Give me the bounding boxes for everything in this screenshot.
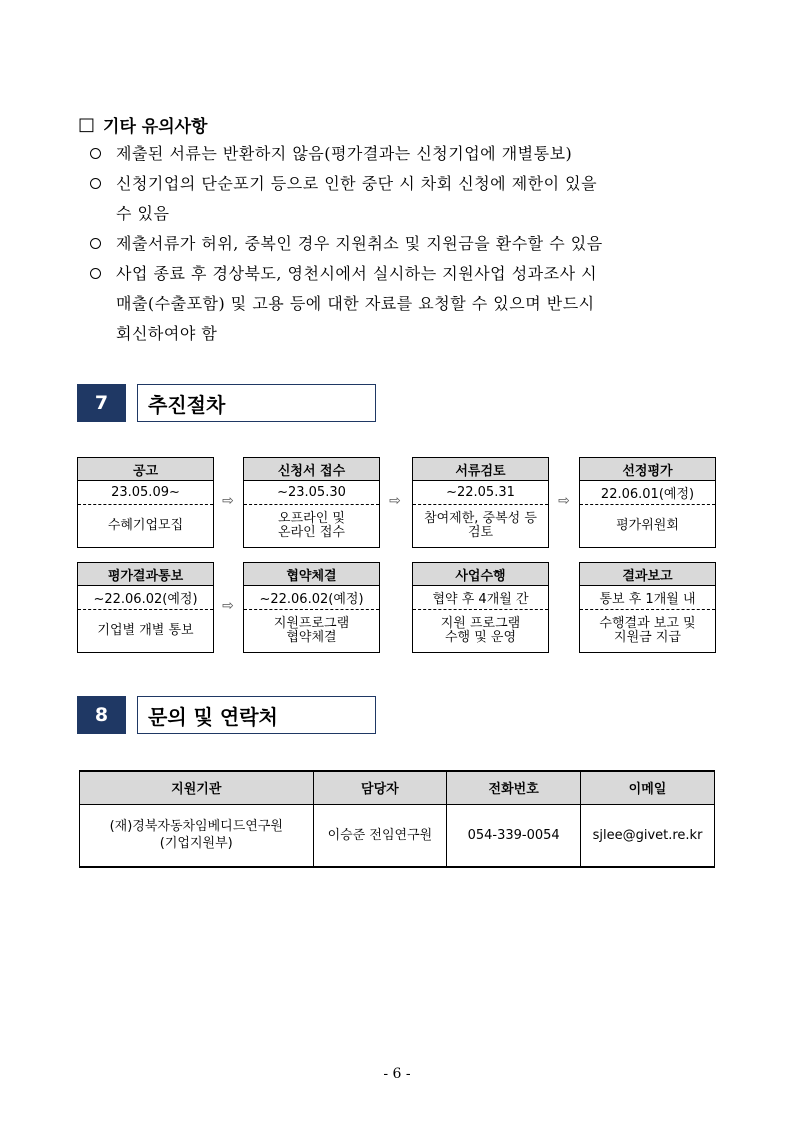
step-desc: 수혜기업모집 xyxy=(107,518,184,533)
step-title: 사업수행 xyxy=(413,563,548,586)
process-step-application xyxy=(243,457,380,548)
notes-section xyxy=(78,112,728,349)
circle-bullet-icon xyxy=(90,178,101,189)
section-7-heading xyxy=(77,384,376,422)
step-desc: 수행결과 보고 및 지원금 지급 xyxy=(599,616,696,645)
step-title: 평가결과통보 xyxy=(78,563,213,586)
process-step-result-notice xyxy=(77,562,214,653)
step-date: 통보 후 1개월 내 xyxy=(580,586,715,610)
note-item xyxy=(78,229,728,259)
email-cell[interactable]: sjlee@givet.re.kr xyxy=(581,804,715,867)
step-title: 선정평가 xyxy=(580,458,715,481)
step-date: ~23.05.30 xyxy=(244,481,379,505)
contact-table xyxy=(79,770,715,868)
step-title: 결과보고 xyxy=(580,563,715,586)
column-header: 지원기관 xyxy=(80,771,314,804)
section-number: 7 xyxy=(77,384,126,422)
process-step-announcement xyxy=(77,457,214,548)
column-header: 담당자 xyxy=(313,771,447,804)
note-line: 제출서류가 허위, 중복인 경우 지원취소 및 지원금을 환수할 수 있음 xyxy=(116,234,603,253)
section-number: 8 xyxy=(77,696,126,734)
phone-cell: 054-339-0054 xyxy=(447,804,581,867)
circle-bullet-icon xyxy=(90,268,101,279)
circle-bullet-icon xyxy=(90,238,101,249)
step-desc: 지원 프로그램 수행 및 운영 xyxy=(440,616,521,645)
circle-bullet-icon xyxy=(90,148,101,159)
note-item xyxy=(78,169,728,229)
column-header: 이메일 xyxy=(581,771,715,804)
note-line: 신청기업의 단순포기 등으로 인한 중단 시 차회 신청에 제한이 있을 xyxy=(116,174,598,193)
arrow-right-icon: ⇨ xyxy=(389,493,401,509)
section-title: 추진절차 xyxy=(137,384,376,422)
arrow-right-icon: ⇨ xyxy=(558,493,570,509)
step-desc: 평가위원회 xyxy=(616,518,679,533)
note-line: 수 있음 xyxy=(116,204,170,223)
arrow-right-icon: ⇨ xyxy=(222,493,234,509)
table-row xyxy=(80,804,715,867)
org-cell: (재)경북자동차임베디드연구원 (기업지원부) xyxy=(80,804,314,867)
page-number: - 6 - xyxy=(383,1066,411,1082)
note-line: 회신하여야 함 xyxy=(116,324,218,343)
step-title: 공고 xyxy=(78,458,213,481)
person-cell: 이승준 전임연구원 xyxy=(313,804,447,867)
step-date: ~22.05.31 xyxy=(413,481,548,505)
note-line: 제출된 서류는 반환하지 않음(평가결과는 신청기업에 개별통보) xyxy=(116,144,573,163)
notes-heading xyxy=(78,112,728,136)
table-header-row xyxy=(80,771,715,804)
notes-title: 기타 유의사항 xyxy=(103,116,208,137)
step-title: 신청서 접수 xyxy=(244,458,379,481)
process-step-result-report xyxy=(579,562,716,653)
process-step-agreement xyxy=(243,562,380,653)
step-date: 23.05.09~ xyxy=(78,481,213,505)
step-title: 서류검토 xyxy=(413,458,548,481)
process-step-evaluation xyxy=(579,457,716,548)
note-item xyxy=(78,139,728,169)
step-date: ~22.06.02(예정) xyxy=(78,586,213,610)
step-date: 22.06.01(예정) xyxy=(580,481,715,505)
section-title: 문의 및 연락처 xyxy=(137,696,376,734)
column-header: 전화번호 xyxy=(447,771,581,804)
step-date: 협약 후 4개월 간 xyxy=(413,586,548,610)
step-desc: 참여제한, 중복성 등 검토 xyxy=(424,511,537,540)
step-date: ~22.06.02(예정) xyxy=(244,586,379,610)
process-step-execution xyxy=(412,562,549,653)
process-step-document-review xyxy=(412,457,549,548)
note-line: 매출(수출포함) 및 고용 등에 대한 자료를 요청할 수 있으며 반드시 xyxy=(116,294,595,313)
step-desc: 지원프로그램 협약체결 xyxy=(273,616,350,645)
section-8-heading xyxy=(77,696,376,734)
note-line: 사업 종료 후 경상북도, 영천시에서 실시하는 지원사업 성과조사 시 xyxy=(116,264,598,283)
note-item xyxy=(78,259,728,349)
step-desc: 오프라인 및 온라인 접수 xyxy=(278,511,345,540)
checkbox-square-icon: □ xyxy=(78,113,96,135)
step-desc: 기업별 개별 통보 xyxy=(97,623,194,638)
step-title: 협약체결 xyxy=(244,563,379,586)
arrow-right-icon: ⇨ xyxy=(222,598,234,614)
